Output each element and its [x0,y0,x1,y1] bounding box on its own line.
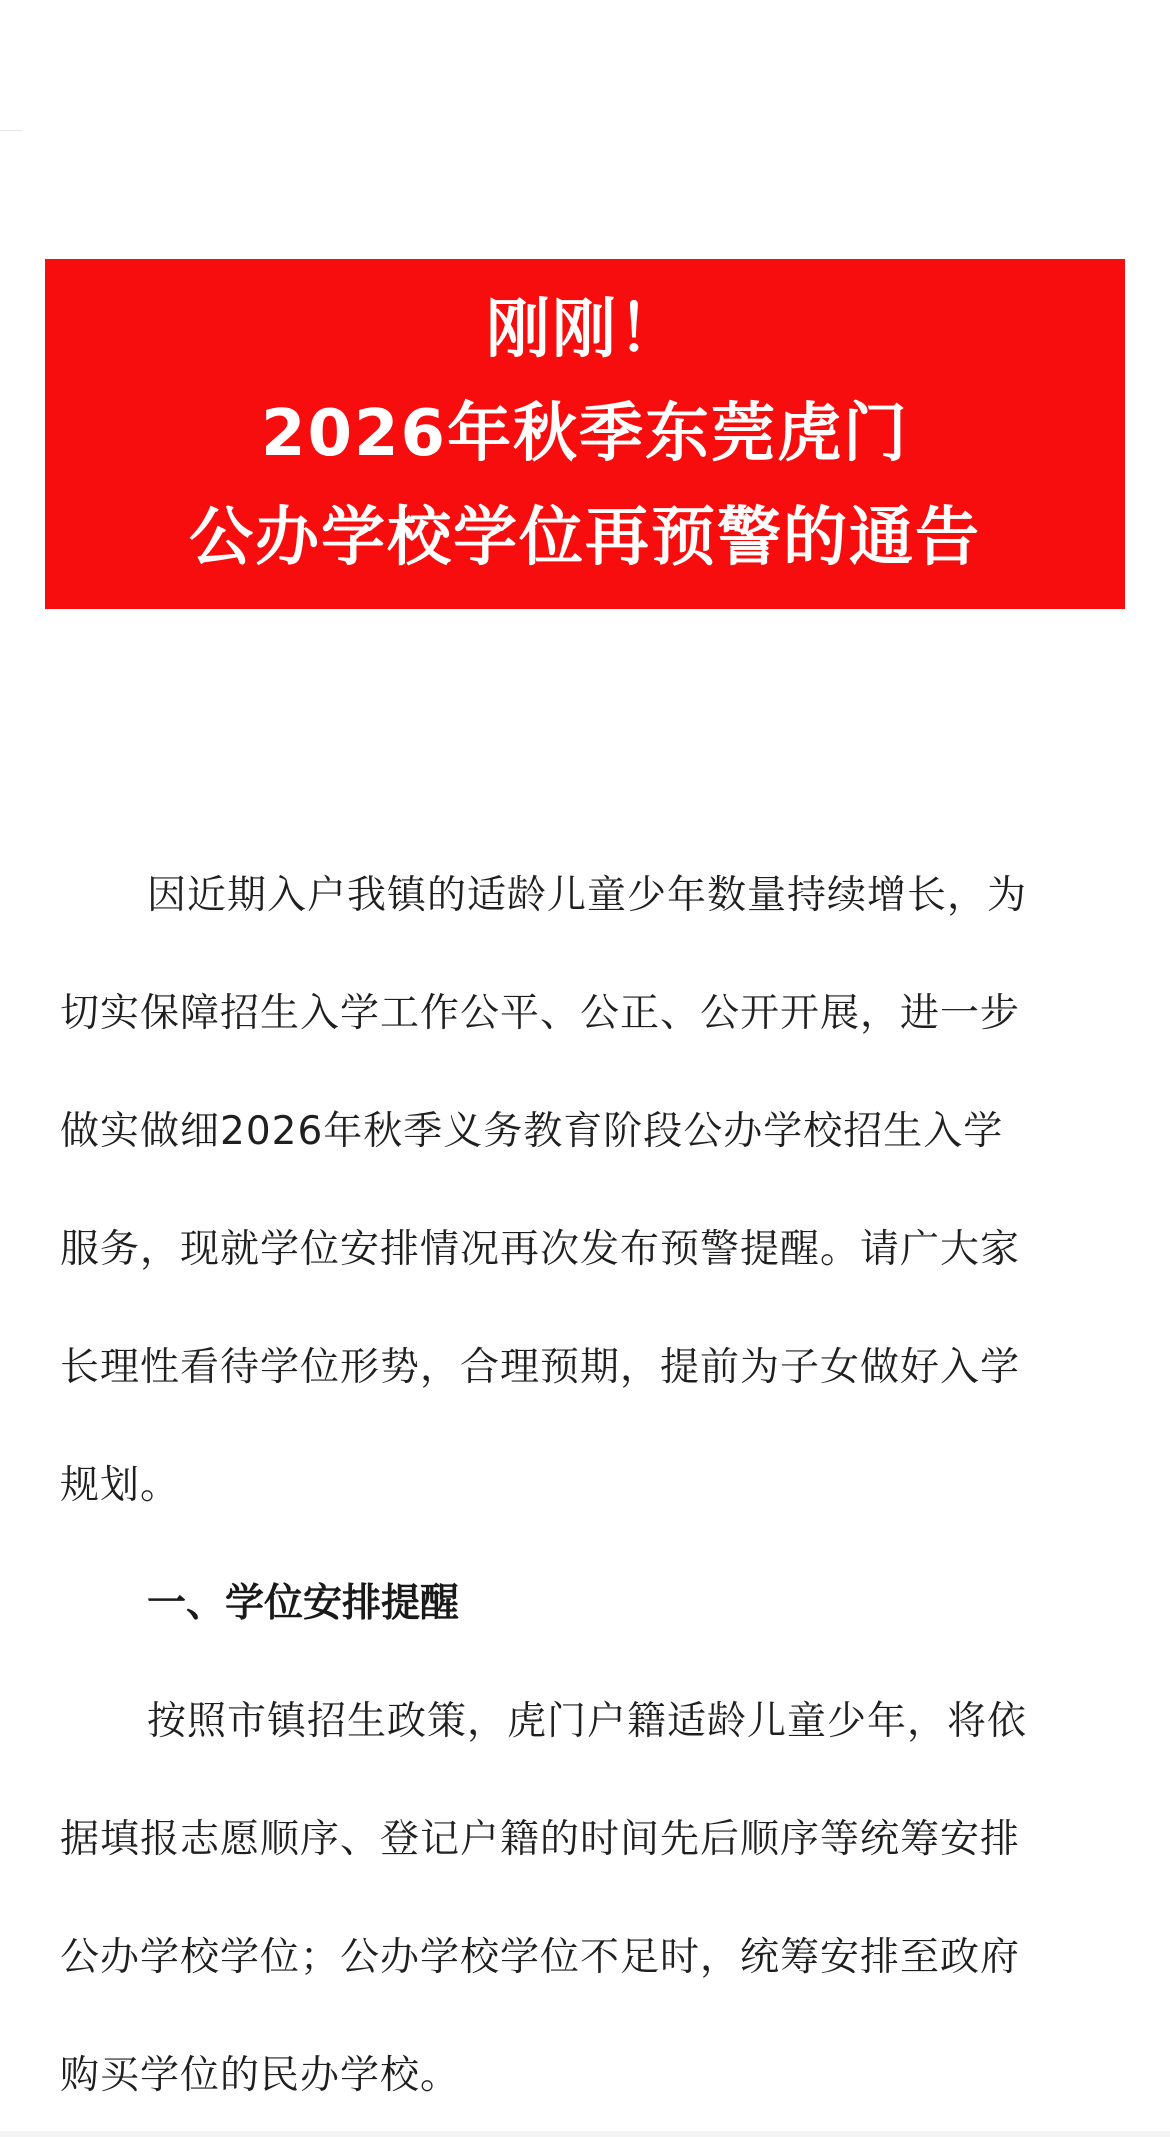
paragraph-line: 因近期入户我镇的适龄儿童少年数量持续增长，为 [147,873,1028,918]
paragraph-line: 公办学校学位；公办学校学位不足时，统筹安排至政府 [60,1935,1021,1980]
bottom-divider [0,2131,1170,2137]
title-banner [45,259,1125,609]
intro-paragraph [60,837,1110,1545]
paragraph-line: 购买学位的民办学校。 [60,2053,461,2098]
banner-title-line-1: 刚刚！ [486,293,684,367]
paragraph-line: 切实保障招生入学工作公平、公正、公开开展，进一步 [60,991,1021,1036]
paragraph-line: 据填报志愿顺序、登记户籍的时间先后顺序等统筹安排 [60,1817,1021,1862]
paragraph-line: 长理性看待学位形势，合理预期，提前为子女做好入学 [60,1345,1021,1390]
paragraph-line: 做实做细2026年秋季义务教育阶段公办学校招生入学 [60,1109,1004,1154]
top-divider [0,130,22,131]
banner-title-line-3: 公办学校学位再预警的通告 [189,501,981,575]
section-paragraph [60,1663,1110,2135]
article-body [60,837,1110,2135]
paragraph-line: 规划。 [60,1463,181,1508]
paragraph-line: 服务，现就学位安排情况再次发布预警提醒。请广大家 [60,1227,1021,1272]
paragraph-line: 按照市镇招生政策，虎门户籍适龄儿童少年，将依 [147,1699,1028,1744]
banner-title-line-2: 2026年秋季东莞虎门 [260,397,910,471]
section-heading: 一、学位安排提醒 [147,1581,460,1626]
